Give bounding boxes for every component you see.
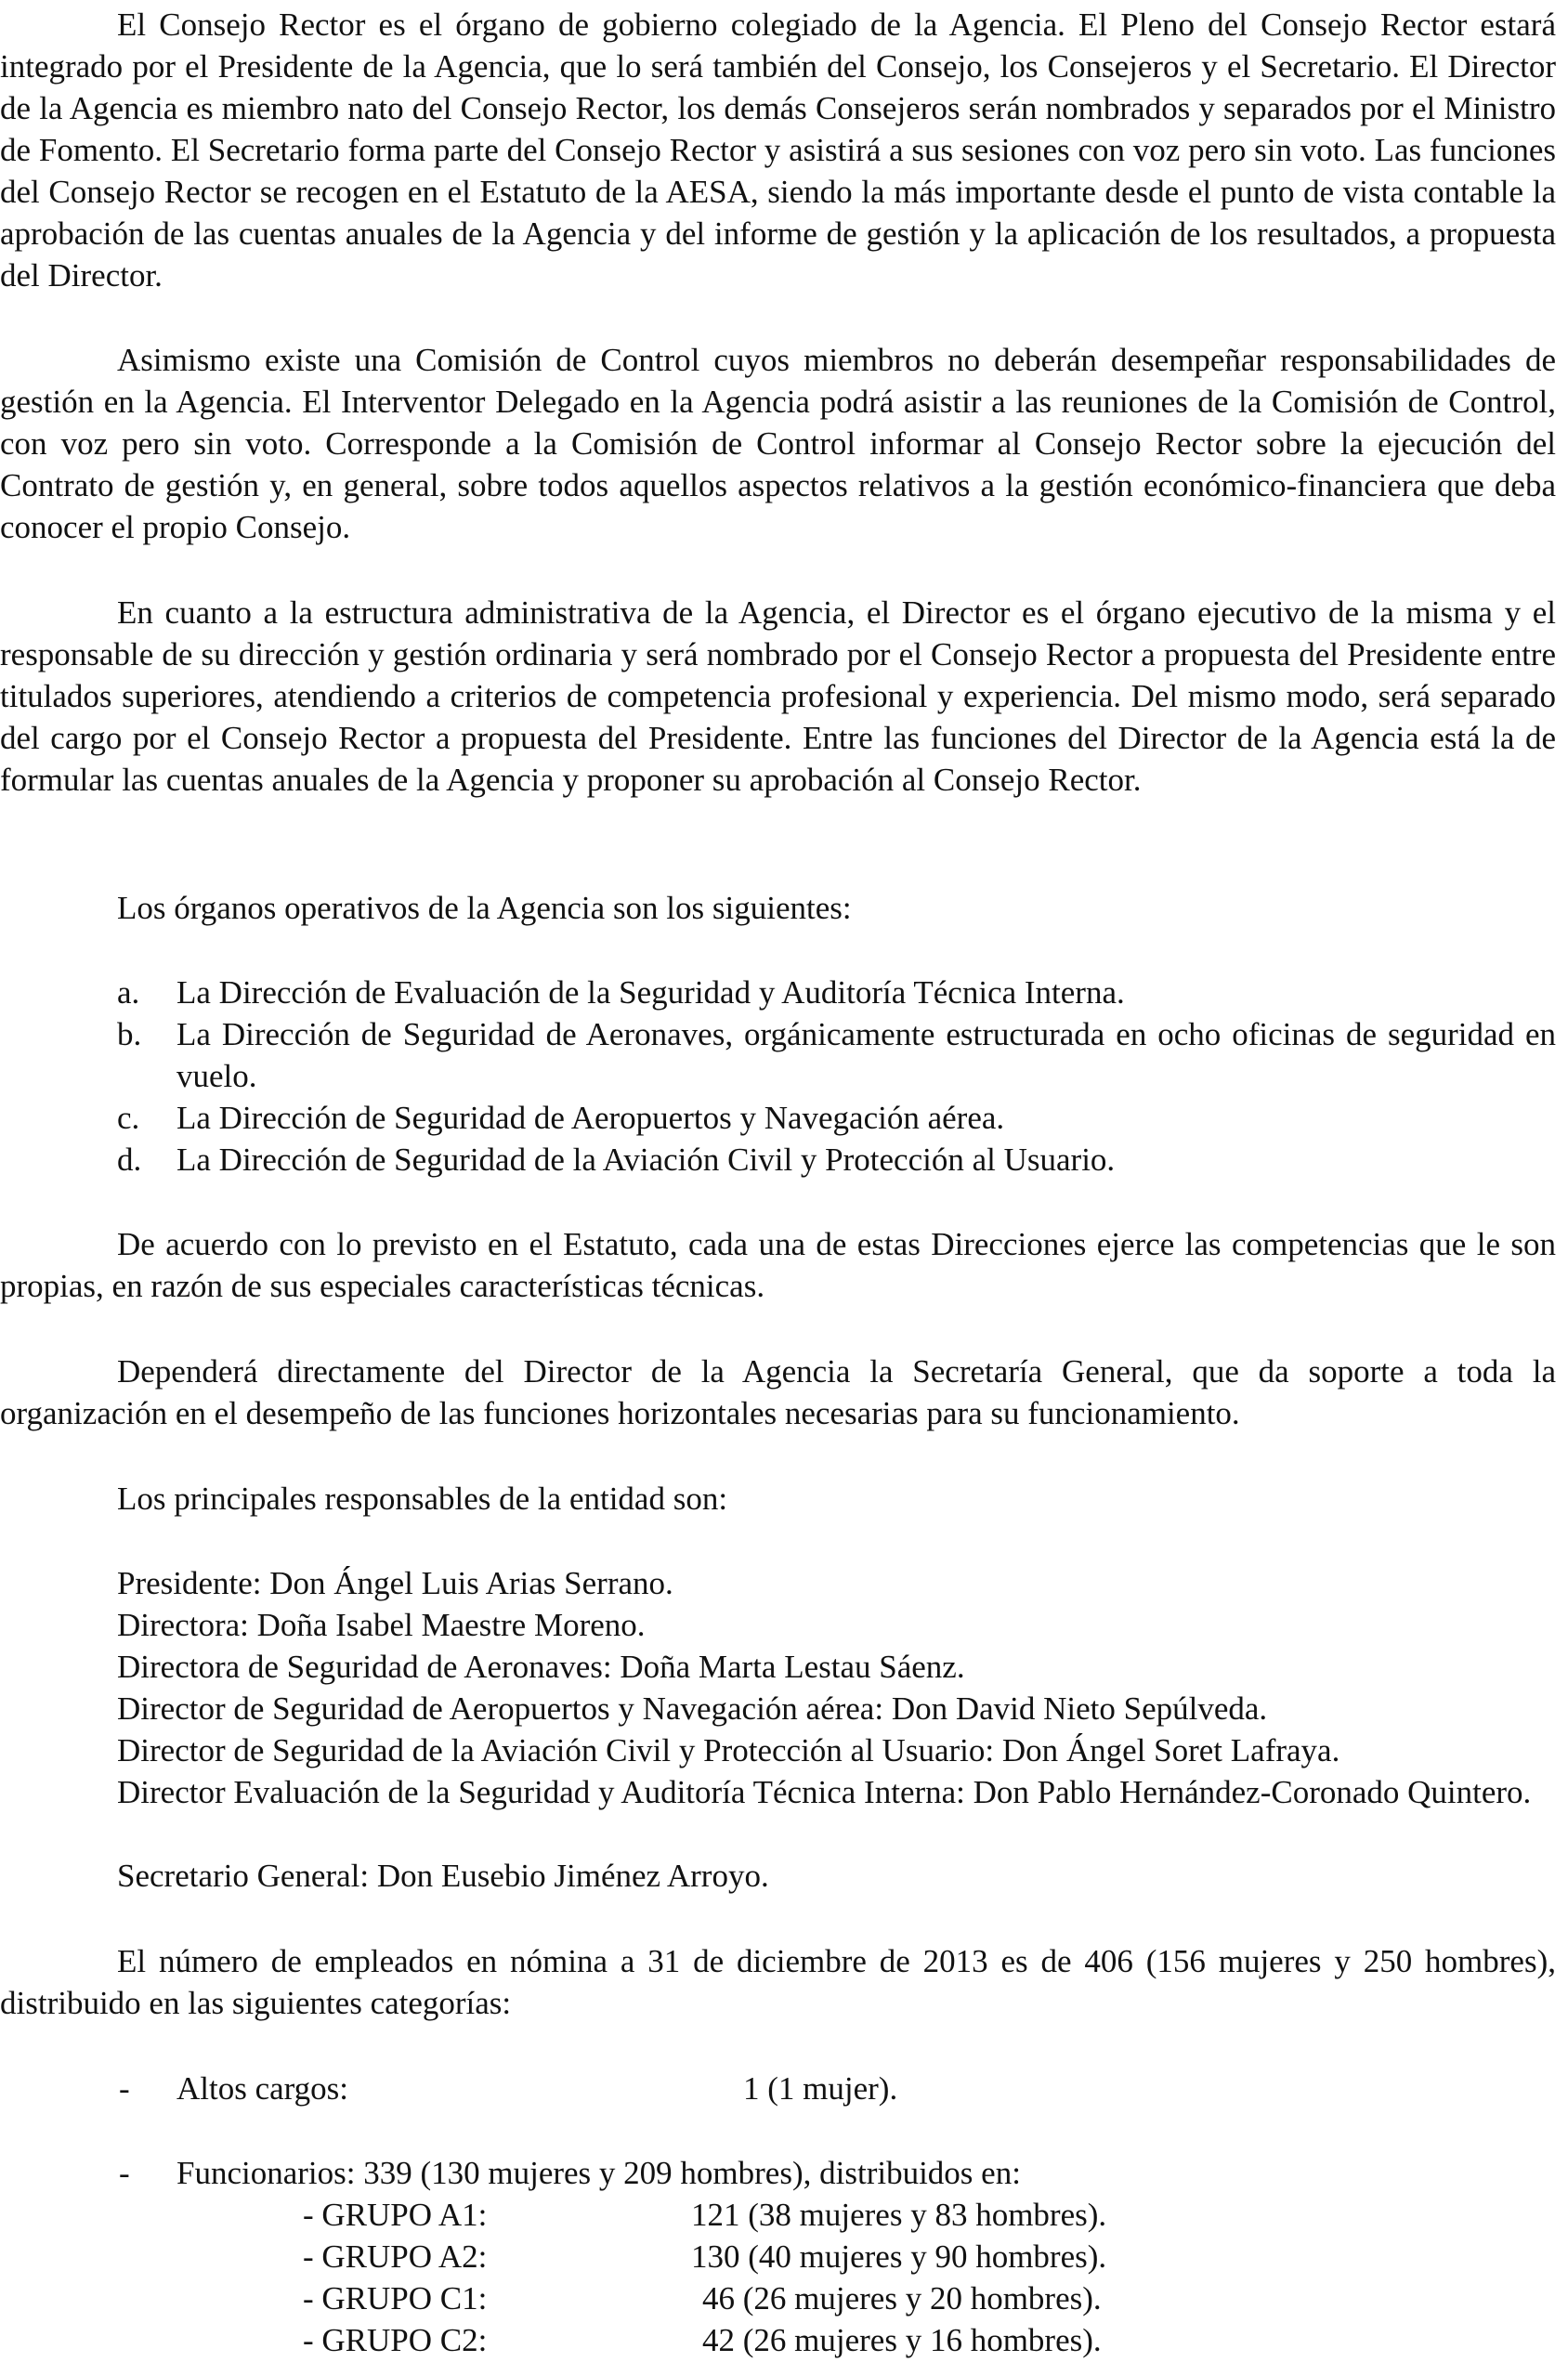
group-value: 121 (38 mujeres y 83 hombres). <box>691 2197 1107 2233</box>
list-item <box>117 1139 1556 1181</box>
responsable-line: Director de Seguridad de Aeropuertos y Navegación aérea: Don David Nieto Sepúlveda. <box>117 1690 1268 1727</box>
group-label: - GRUPO C1: <box>303 2280 488 2316</box>
list-item <box>117 1097 1556 1139</box>
paragraph-responsables-intro: Los principales responsables de la entidad son: <box>117 1481 728 1517</box>
paragraph-estatuto: De acuerdo con lo previsto en el Estatuto, cada una de estas Direcciones ejerce las competencias que le son propias, en razón de sus especiales características técnicas. <box>0 1226 1556 1304</box>
group-label: - GRUPO A2: <box>303 2238 488 2275</box>
group-label: - GRUPO A1: <box>303 2197 488 2233</box>
list-marker: d. <box>117 1142 142 1178</box>
category-value-altos-cargos: 1 (1 mujer). <box>743 2070 898 2107</box>
paragraph-empleados: El número de empleados en nómina a 31 de diciembre de 2013 es de 406 (156 mujeres y 250 hombres), distribuido en las siguientes categorías: <box>0 1943 1556 2021</box>
list-marker: c. <box>117 1100 140 1136</box>
responsable-line: Director Evaluación de la Seguridad y Auditoría Técnica Interna: Don Pablo Hernández-Coronado Quintero. <box>117 1774 1532 1810</box>
list-item-text: La Dirección de Seguridad de Aeronaves, orgánicamente estructurada en ocho oficinas de seguridad en vuelo. <box>176 1016 1556 1094</box>
paragraph-comision-control: Asimismo existe una Comisión de Control cuyos miembros no deberán desempeñar responsabilidades de gestión en la Agencia. El Interventor Delegado en la Agencia podrá asistir a las reuniones de la Comisión de Control, con voz pero sin voto. Corresponde a la Comisión de Control informar al Consejo Rector sobre la ejecución del Contrato de gestión y, en general, sobre todos aquellos aspectos relativos a la gestión económico-financiera que deba conocer el propio Consejo. <box>0 342 1556 545</box>
category-dash: - <box>119 2070 130 2107</box>
paragraph-secretaria-general: Dependerá directamente del Director de la Agencia la Secretaría General, que da soporte a toda la organización en el desempeño de las funciones horizontales necesarias para su funcionamiento. <box>0 1353 1556 1431</box>
responsable-line: Presidente: Don Ángel Luis Arias Serrano. <box>117 1565 673 1601</box>
group-label: - GRUPO C2: <box>303 2322 488 2358</box>
category-label-altos-cargos: Altos cargos: <box>176 2070 349 2107</box>
paragraph-organos-intro: Los órganos operativos de la Agencia son los siguientes: <box>117 890 852 926</box>
list-item <box>117 972 1556 1013</box>
group-value: 42 (26 mujeres y 16 hombres). <box>702 2322 1102 2358</box>
group-value: 130 (40 mujeres y 90 hombres). <box>691 2238 1107 2275</box>
responsable-line: Directora de Seguridad de Aeronaves: Doña Marta Lestau Sáenz. <box>117 1649 965 1685</box>
paragraph-estructura: En cuanto a la estructura administrativa de la Agencia, el Director es el órgano ejecutivo de la misma y el responsable de su dirección y gestión ordinaria y será nombrado por el Consejo Rector a propuesta del Presidente entre titulados superiores, atendiendo a criterios de competencia profesional y experiencia. Del mismo modo, será separado del cargo por el Consejo Rector a propuesta del Presidente. Entre las funciones del Director de la Agencia está la de formular las cuentas anuales de la Agencia y proponer su aprobación al Consejo Rector. <box>0 594 1556 798</box>
list-item-text: La Dirección de Evaluación de la Seguridad y Auditoría Técnica Interna. <box>176 974 1125 1011</box>
list-item-text: La Dirección de Seguridad de Aeropuertos y Navegación aérea. <box>176 1100 1005 1136</box>
category-dash: - <box>119 2155 130 2191</box>
category-label-funcionarios: Funcionarios: 339 (130 mujeres y 209 hombres), distribuidos en: <box>176 2155 1021 2191</box>
list-item <box>117 1013 1556 1097</box>
list-item-text: La Dirección de Seguridad de la Aviación Civil y Protección al Usuario. <box>176 1142 1116 1178</box>
responsable-line: Directora: Doña Isabel Maestre Moreno. <box>117 1607 646 1643</box>
responsable-line: Secretario General: Don Eusebio Jiménez Arroyo. <box>117 1858 769 1894</box>
responsable-line: Director de Seguridad de la Aviación Civil y Protección al Usuario: Don Ángel Soret Lafraya. <box>117 1732 1340 1768</box>
list-marker: b. <box>117 1016 142 1052</box>
list-marker: a. <box>117 974 140 1011</box>
paragraph-consejo-rector: El Consejo Rector es el órgano de gobierno colegiado de la Agencia. El Pleno del Consejo Rector estará integrado por el Presidente de la Agencia, que lo será también del Consejo, los Consejeros y el Secretario. El Director de la Agencia es miembro nato del Consejo Rector, los demás Consejeros serán nombrados y separados por el Ministro de Fomento. El Secretario forma parte del Consejo Rector y asistirá a sus sesiones con voz pero sin voto. Las funciones del Consejo Rector se recogen en el Estatuto de la AESA, siendo la más importante desde el punto de vista contable la aprobación de las cuentas anuales de la Agencia y del informe de gestión y la aplicación de los resultados, a propuesta del Director. <box>0 7 1556 294</box>
group-value: 46 (26 mujeres y 20 hombres). <box>702 2280 1102 2316</box>
